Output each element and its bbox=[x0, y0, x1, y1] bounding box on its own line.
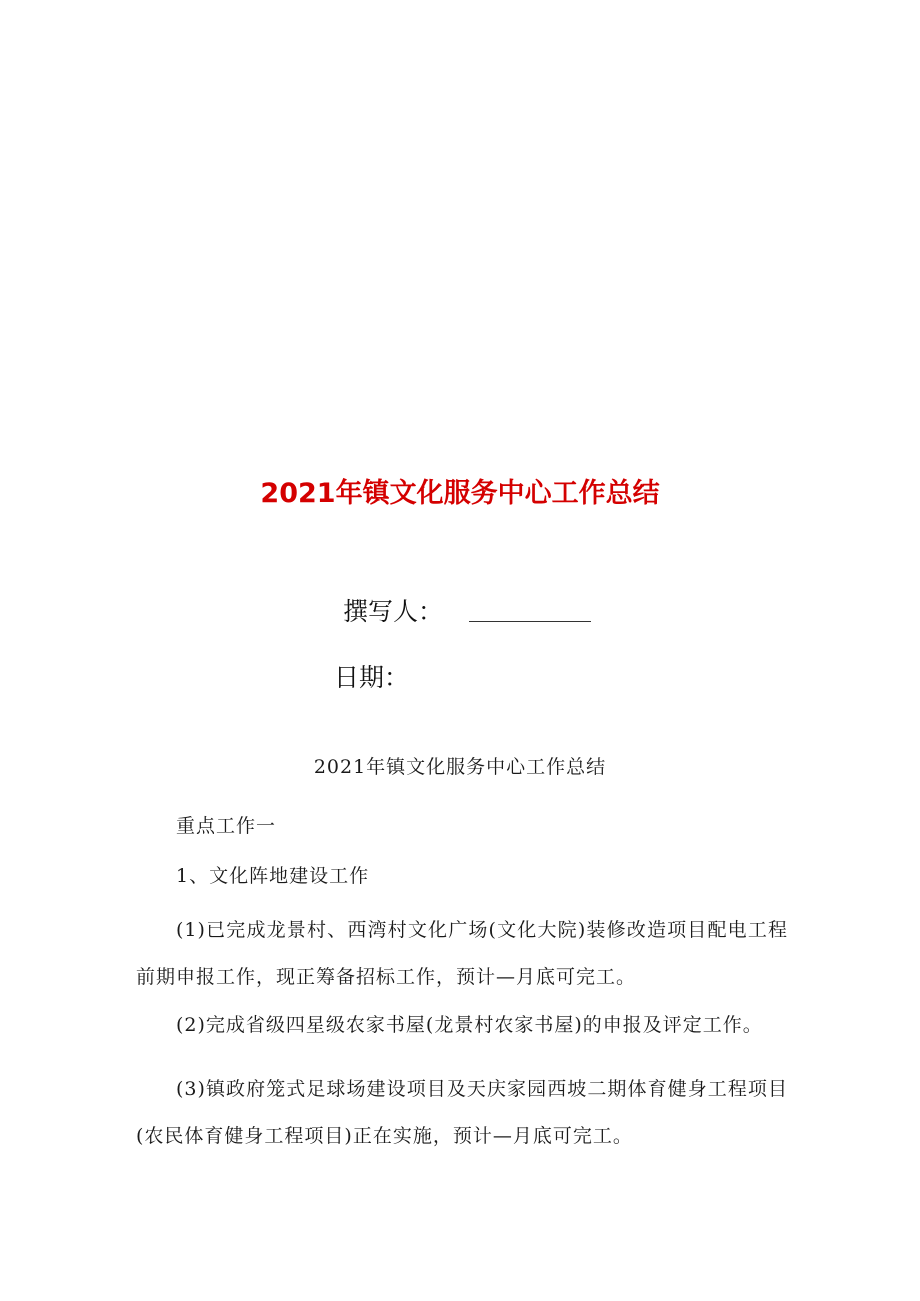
document-title: 2021年镇文化服务中心工作总结 bbox=[313, 756, 607, 778]
date-label: 日期： bbox=[334, 663, 410, 692]
date-field bbox=[334, 660, 409, 696]
paragraph-3: (3)镇政府笼式足球场建设项目及天庆家园西坡二期体育健身工程项目(农民体育健身工程项目)正在实施，预计—月底可完工。 bbox=[136, 1078, 788, 1147]
author-label: 撰写人： bbox=[343, 597, 444, 626]
author-field bbox=[343, 594, 591, 630]
section-heading: 重点工作一 bbox=[176, 815, 277, 837]
cover-title: 2021年镇文化服务中心工作总结 bbox=[260, 478, 660, 509]
author-blank-line bbox=[469, 621, 591, 622]
paragraph-1: (1)已完成龙景村、西湾村文化广场(文化大院)装修改造项目配电工程前期申报工作，现正筹备招标工作，预计—月底可完工。 bbox=[136, 919, 788, 988]
subsection-heading: 1、文化阵地建设工作 bbox=[176, 865, 370, 887]
paragraph-2: (2)完成省级四星级农家书屋(龙景村农家书屋)的申报及评定工作。 bbox=[176, 1014, 763, 1036]
